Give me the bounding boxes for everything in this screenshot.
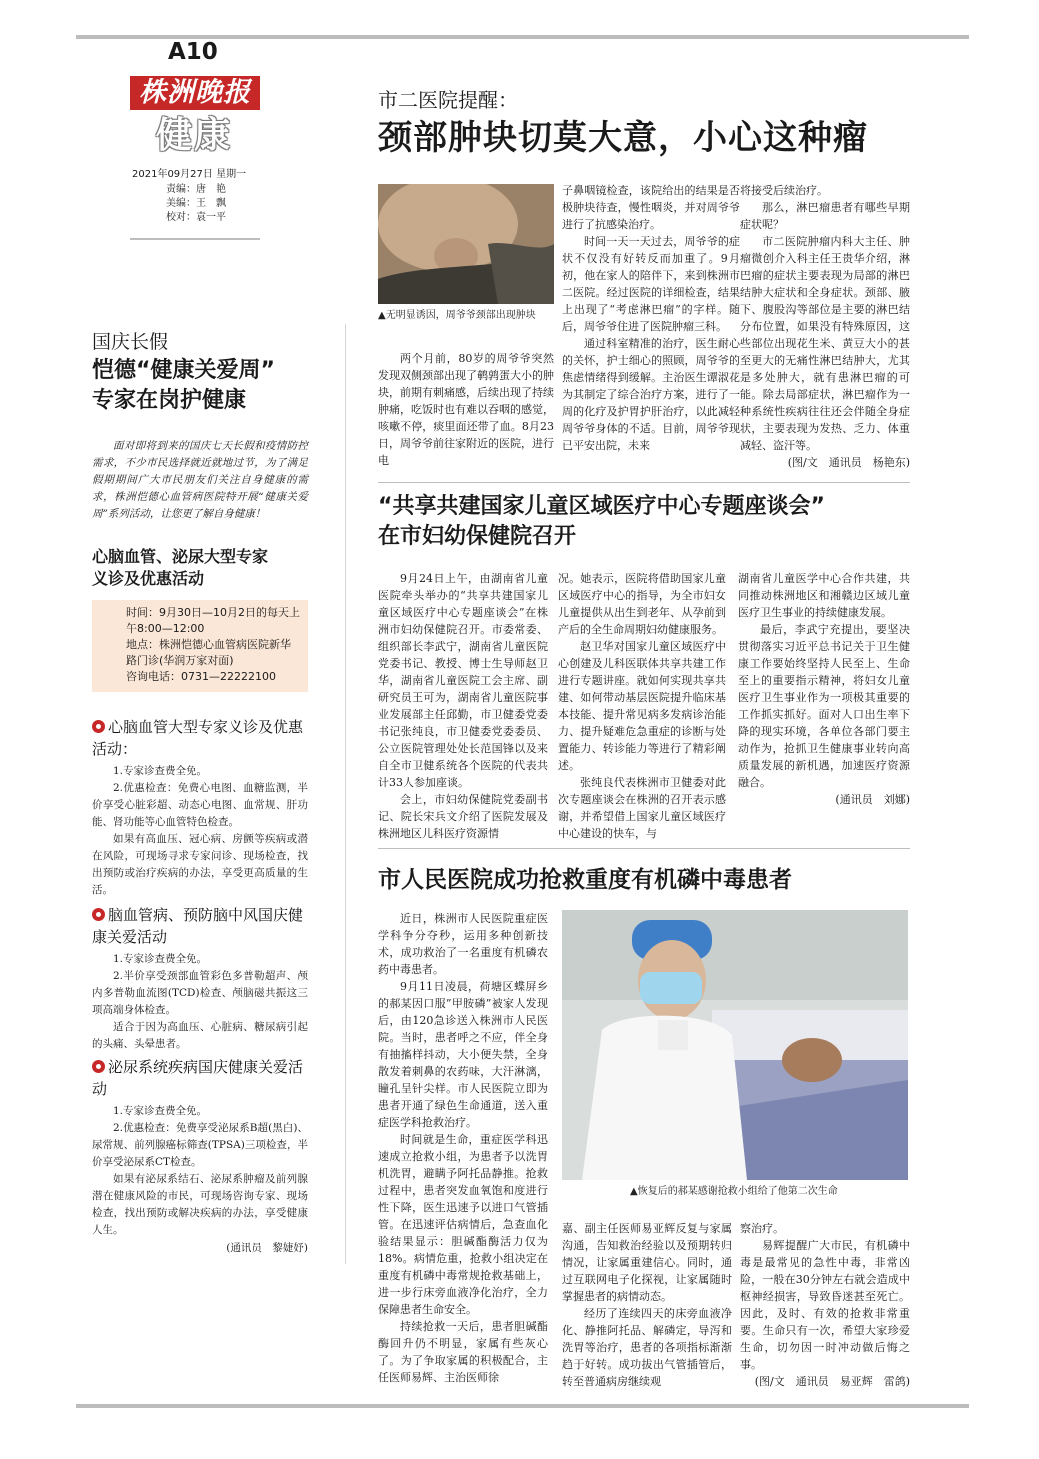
article2-col1 xyxy=(378,570,548,842)
sidebar-paragraph: 1.专家诊查费全免。 xyxy=(113,765,208,777)
info-box xyxy=(92,600,308,692)
credit-editor: 责编：唐 艳 xyxy=(166,184,226,195)
article3-paragraph: 易辉提醒广大市民，有机磷中毒是最常见的急性中毒，非常凶险，一般在30分钟左右就会造成中枢神经损害，导致昏迷甚至死亡。因此，及时、有效的抢救非常重要。生命只有一次，希望大家珍爱生命，切勿因一时冲动做后悔之事。 xyxy=(740,1239,910,1371)
header-rule xyxy=(130,238,260,240)
sidebar-section-body xyxy=(92,763,308,899)
article2-paragraph: 张纯良代表株洲市卫健委对此次专题座谈会在株洲的召开表示感谢，并希望借上国家儿童区域医疗中心建设的快车，与 xyxy=(558,776,726,840)
article2-paragraph: 9月24日上午，由湖南省儿童医院牵头举办的“共享共建国家儿童区域医疗中心专题座谈会”在株洲市妇幼保健院召开。市委常委、组织部长李武宁，湖南省儿童医院党委书记、教授、博士生导师赵卫华，湖南省儿童医院工会主席、副研究员王可为，湖南省儿童医院事业发展部主任邱勤，市卫健委党委书记张纯良，市卫健委党委委员、公立医院管理处处长范国锋以及来自全市卫健系统各个医院的代表共计33人参加座谈。 xyxy=(378,572,548,789)
article2-col3 xyxy=(738,570,910,808)
article1-col2 xyxy=(562,182,740,454)
article1-col1 xyxy=(378,350,554,469)
article3-headline: 市人民医院成功抢救重度有机磷中毒患者 xyxy=(378,867,792,893)
article1-paragraph: 通过科室精准的治疗，医生耐心的关怀，护士细心的照顾，周爷爷的焦虑情绪得到缓解。主治医生谭淑花为其制定了综合治疗方案，进行了一周的化疗及护胃护肝治疗，以此减轻周爷爷身体的不适。目前，周爷爷现已平安出院，未来 xyxy=(562,337,740,452)
article2-paragraph: 会上，市妇幼保健院党委副书记、院长宋兵文介绍了医院发展及株洲地区儿科医疗资源情 xyxy=(378,793,548,840)
sidebar-title-line: 专家在岗护健康 xyxy=(92,388,247,413)
sidebar-subhead-line: 心脑血管、泌尿大型专家 xyxy=(92,547,269,566)
sidebar-subhead-line: 义诊及优惠活动 xyxy=(92,569,205,588)
sidebar-intro-text: 面对即将到来的国庆七天长假和疫情防控需求，不少市民选择就近就地过节，为了满足假期期间广大市民朋友们关注自身健康的需求，株洲恺德心血管病医院特开展“健康关爱周”系列活动，让您更了解自身健康！ xyxy=(92,440,308,520)
neck-photo-illustration xyxy=(378,184,554,304)
sidebar-paragraph: 2.半价享受颈部血管彩色多普勒超声、颅内多普勒血流图(TCD)检查、颅脑磁共振这三项高端身体检查。 xyxy=(92,970,308,1016)
info-location: 地点：株洲恺德心血管病医院新华路门诊(华润万家对面) xyxy=(126,638,291,667)
article3-paragraph: 时间就是生命，重症医学科迅速成立抢救小组，为患者予以洗胃机洗胃，避瞒予阿托品静推。抢救过程中，患者突发血氧饱和度进行性下降，医生迅速予以进口气管插管。在迅速评估病情后，急查血化验结果显示：胆碱酯酶活力仅为18%。病情危重，抢救小组决定在重度有机磷中毒常规抢救基础上，进一步行床旁血液净化治疗，全力保障患者生命安全。 xyxy=(378,1133,548,1316)
sidebar-byline: (通讯员 黎婕妤) xyxy=(226,1242,308,1254)
article3-paragraph: 持续抢救一天后，患者胆碱酯酶回升仍不明显，家属有些灰心了。为了争取家属的积极配合，主任医师易辉、主治医师徐 xyxy=(378,1320,548,1384)
article1-paragraph: 子鼻咽镜检查，该院给出的结果是否极肿块待查，慢性咽炎，并对周爷爷进行了抗感染治疗。 xyxy=(562,184,740,231)
info-time: 时间：9月30日—10月2日的每天上午8:00—12:00 xyxy=(126,606,300,635)
sidebar-intro xyxy=(92,438,308,523)
article1-caption: ▲无明显诱因，周爷爷颈部出现肿块 xyxy=(378,310,536,321)
article1-paragraph: 市二医院肿瘤内科大主任、肿瘤微创介入科主任王贵华介绍，淋巴瘤的症状主要表现为局部的淋巴结肿大症状和全身症状。颈部、腋下、腹股沟等部位是主要的淋巴结分布位置，如果没有特殊原因，这些部位出现花生米、黄豆大小的甚至更大的无痛性淋巴结肿大，尤其是多处肿大，就有患淋巴瘤的可能。除去局部症状，淋巴瘤作为一种系统性疾病往往还会伴随全身症状，主要表现为发热、乏力、体重减轻、盗汗等。 xyxy=(740,235,910,452)
article3-credit: (图/文 通讯员 易亚辉 雷鸽) xyxy=(754,1375,910,1388)
sidebar-section-heading xyxy=(92,716,308,760)
sidebar-paragraph: 适合于因为高血压、心脏病、糖尿病引起的头痛、头晕患者。 xyxy=(92,1021,308,1050)
article2-paragraph: 湖南省儿童医学中心合作共建，共同推动株洲地区和湘赣边区域儿童医疗卫生事业的持续健康发展。 xyxy=(738,572,910,619)
sidebar-section-stroke xyxy=(92,904,308,1053)
sidebar-kicker: 国庆长假 xyxy=(92,331,169,353)
credit-designer: 美编：王 飘 xyxy=(166,198,226,209)
sidebar-section-urology xyxy=(92,1056,308,1239)
article2-paragraph: 况。她表示，医院将借助国家儿童区域医疗中心的指导，为全市妇女儿童提供从出生到老年、从孕前到产后的全生命周期妇幼健康服务。 xyxy=(558,572,726,636)
sidebar-section-heading-text: 心脑血管大型专家义诊及优惠活动： xyxy=(92,718,304,758)
article1-col3 xyxy=(740,182,910,471)
sidebar-section-cardio xyxy=(92,716,308,899)
article1-kicker: 市二医院提醒： xyxy=(378,88,518,112)
article1-paragraph: 将接受后续治疗。 xyxy=(740,184,828,197)
bullet-icon xyxy=(92,908,105,921)
sidebar-section-heading xyxy=(92,1056,308,1100)
sidebar-section-body xyxy=(92,951,308,1053)
article2-paragraph: 最后，李武宁充提出，要坚决贯彻落实习近平总书记关于卫生健康工作要始终坚持人民至上、生命至上的重要指示精神，将妇女儿童医疗卫生事业作为一项极其重要的工作抓实抓好。面对人口出生率下降的现实环境，各单位各部门要主动作为，抢抓卫生健康事业转向高质量发展的新机遇，加速医疗资源融合。 xyxy=(738,623,910,789)
article3-paragraph: 9月11日凌晨，荷塘区蝶屏乡的郝某因口服”甲胺磷”被家人发现后，由120急诊送入株洲市人民医院。当时，患者呼之不应，伴全身有抽搐样抖动，大小便失禁，全身散发着刺鼻的农药味，大汗淋漓，瞳孔呈针尖样。市人民医院立即为患者开通了绿色生命通道，送入重症医学科抢救治疗。 xyxy=(378,980,548,1129)
article1-headline: 颈部肿块切莫大意，小心这种瘤 xyxy=(378,118,868,158)
article3-paragraph: 近日，株洲市人民医院重症医学科争分夺秒，运用多种创新技术，成功救治了一名重度有机磷农药中毒患者。 xyxy=(378,912,548,976)
credit-proofreader: 校对：袁一平 xyxy=(166,212,226,223)
article-divider xyxy=(378,848,910,849)
sidebar-paragraph: 2.优惠检查：免费心电图、血糖监测，半价享受心脏彩超、动态心电图、血常规、肝功能、肾功能等心血管特色检查。 xyxy=(92,782,308,828)
article1-paragraph: 那么，淋巴瘤患者有哪些早期症状呢？ xyxy=(740,201,910,231)
sidebar-subhead xyxy=(92,546,268,590)
sidebar-section-body xyxy=(92,1103,308,1239)
sidebar-paragraph: 1.专家诊查费全免。 xyxy=(113,953,208,965)
article2-headline-line: “共享共建国家儿童区域医疗中心专题座谈会” xyxy=(378,494,825,519)
article3-photo xyxy=(562,910,908,1180)
sidebar-section-heading-text: 脑血管病、预防脑中风国庆健康关爱活动 xyxy=(92,906,304,946)
hospital-photo-illustration xyxy=(562,910,908,1180)
article3-paragraph: 察治疗。 xyxy=(740,1222,784,1235)
article1-paragraph: 两个月前，80岁的周爷爷突然发现双侧颈部出现了鹌鹑蛋大小的肿块，前期有刺痛感，后续出现了持续肿痛，吃饭时也有难以吞咽的感觉，咳嗽不停，痰里面还带了血。8月23日，周爷爷前往家附近的医院，进行电 xyxy=(378,352,554,467)
masthead-logo: 株洲晚报 xyxy=(130,76,260,110)
bottom-rule xyxy=(76,1404,969,1408)
article-divider xyxy=(378,482,910,483)
article3-col2 xyxy=(562,1220,732,1390)
sidebar-paragraph: 1.专家诊查费全免。 xyxy=(113,1105,208,1117)
sidebar-section-heading-text: 泌尿系统疾病国庆健康关爱活动 xyxy=(92,1058,304,1098)
bullet-icon xyxy=(92,1060,105,1073)
page-date: 2021年09月27日 星期一 xyxy=(132,169,247,180)
bullet-icon xyxy=(92,720,105,733)
article2-paragraph: 赵卫华对国家儿童区域医疗中心创建及儿科医联体共享共建工作进行专题讲座。就如何实现共享共建、如何带动基层医院提升临床基本技能、提升常见病多发病诊治能力、提升疑难危急重症的诊断与处置能力、转诊能力等进行了精彩阐述。 xyxy=(558,640,726,772)
sidebar-title xyxy=(92,356,275,416)
article3-caption: ▲恢复后的郝某感谢抢救小组给了他第二次生命 xyxy=(630,1186,838,1197)
column-divider xyxy=(345,324,346,1264)
article1-paragraph: 时间一天一天过去，周爷爷的症状不仅没有好转反而加重了。9月初，他在家人的陪伴下，来到株洲市二医院。经过医院的详细检查，结果上出现了“考虑淋巴瘤”的字样。随后，周爷爷住进了医院肿瘤三科。 xyxy=(562,235,740,333)
info-phone: 咨询电话：0731—22222100 xyxy=(126,670,276,683)
article2-headline xyxy=(378,492,825,552)
article1-credit: (图/文 通讯员 杨艳东) xyxy=(787,456,910,469)
sidebar-paragraph: 如果有高血压、冠心病、房颤等疾病或潜在风险，可现场寻求专家问诊、现场检查，找出预防或治疗疾病的办法，享受更高质量的生活。 xyxy=(92,833,308,896)
article2-col2 xyxy=(558,570,726,842)
article1-photo xyxy=(378,184,554,304)
article3-paragraph: 嘉、副主任医师易亚辉反复与家属沟通，告知救治经验以及预期转归情况，让家属重建信心。同时，通过互联网电子化探视，让家属随时掌握患者的病情动态。 xyxy=(562,1222,732,1303)
sidebar-title-line: 恺德“健康关爱周” xyxy=(92,358,275,383)
article2-credit: (通讯员 刘娜) xyxy=(835,793,910,806)
article3-col3 xyxy=(740,1220,910,1390)
section-title: 健康 xyxy=(156,115,233,156)
page-number: A10 xyxy=(168,39,218,65)
sidebar-section-heading xyxy=(92,904,308,948)
article3-col1 xyxy=(378,910,548,1386)
article2-headline-line: 在市妇幼保健院召开 xyxy=(378,524,577,549)
sidebar-paragraph: 如果有泌尿系结石、泌尿系肿瘤及前列腺潜在健康风险的市民，可现场咨询专家、现场检查，找出预防或解决疾病的办法，享受健康人生。 xyxy=(92,1173,308,1236)
sidebar-paragraph: 2.优惠检查：免费享受泌尿系B超(黑白)、尿常规、前列腺癌标筛查(TPSA)三项检查，半价享受泌尿系CT检查。 xyxy=(92,1122,308,1168)
article3-paragraph: 经历了连续四天的床旁血液净化、静推阿托品、解磷定，导泻和洗胃等治疗，患者的各项指标渐渐趋于好转。成功拔出气管插管后，转至普通病房继续观 xyxy=(562,1307,732,1388)
